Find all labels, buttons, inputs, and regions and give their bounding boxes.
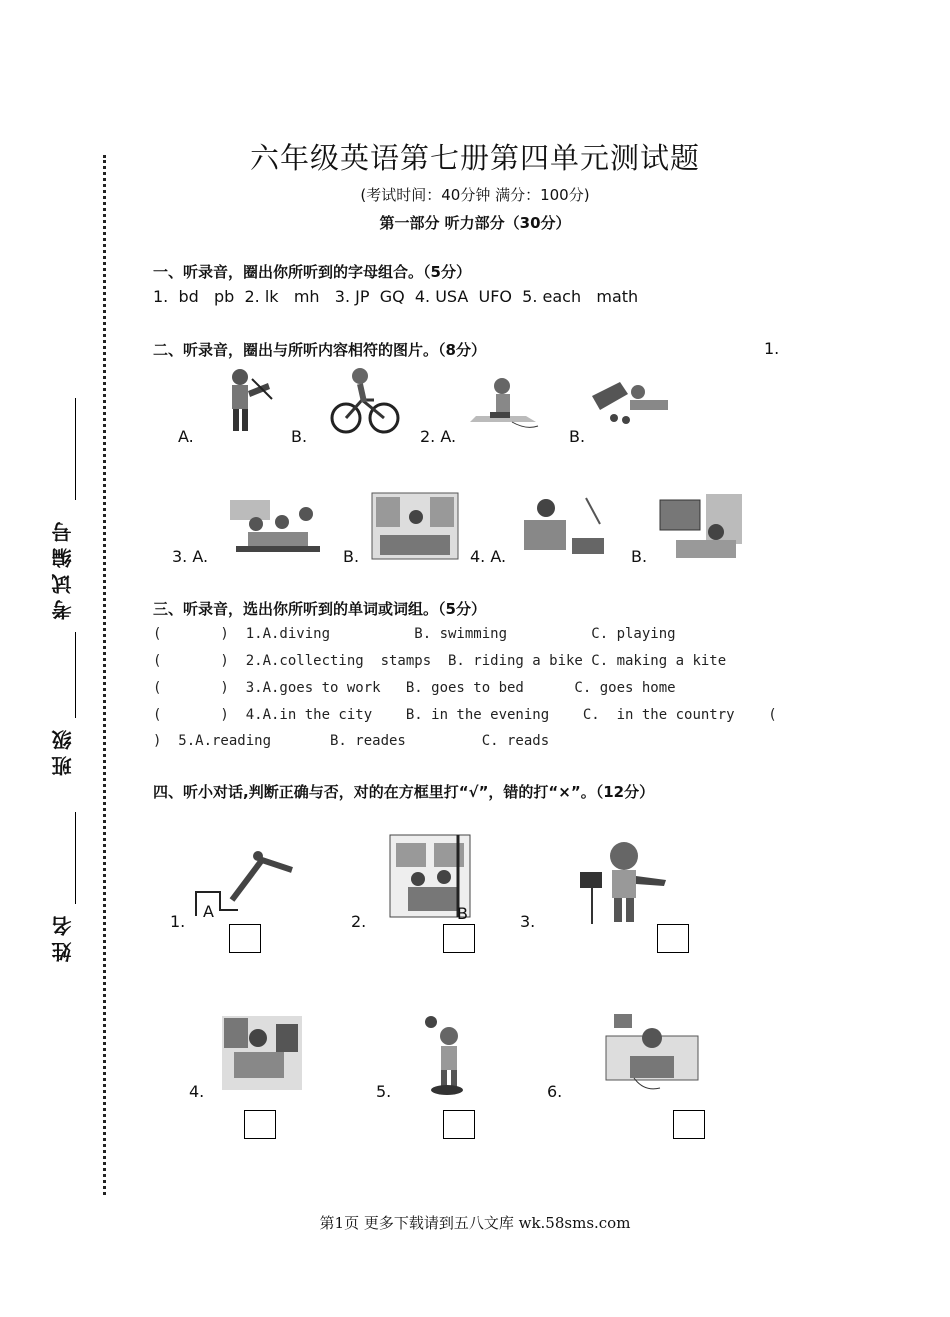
part-heading: 第一部分 听力部分（30分） xyxy=(379,214,571,232)
walking-boy-picture xyxy=(417,1014,477,1096)
section2-heading: 二、听录音，圈出与所听内容相符的图片。（8分） xyxy=(153,341,486,359)
violin-boy-picture xyxy=(212,365,276,437)
page-footer: 第1页 更多下载请到五八文库 wk.58sms.com xyxy=(319,1214,631,1232)
s2-label-3a: 3. A. xyxy=(172,547,209,566)
newspaper-picture xyxy=(220,1014,304,1092)
name-blank xyxy=(75,812,76,904)
s4-label-2: 2. xyxy=(351,912,367,931)
exam-info: (考试时间：40分钟 满分：100分) xyxy=(360,186,590,204)
exam-number-label: 考试编号 xyxy=(51,516,75,620)
answer-box-6[interactable] xyxy=(673,1110,705,1139)
name-label: 姓名 xyxy=(51,910,75,962)
section3-line-1: ( ) 1.A.diving B. swimming C. playing xyxy=(153,626,676,642)
exam-number-blank xyxy=(75,398,76,500)
class-blank xyxy=(75,632,76,718)
s4-pic-letter-b: B xyxy=(457,904,468,923)
answer-box-2[interactable] xyxy=(443,924,475,953)
page-title: 六年级英语第七册第四单元测试题 xyxy=(249,141,700,175)
answer-box-1[interactable] xyxy=(229,924,261,953)
kite-girl-picture xyxy=(466,372,546,436)
s2-label-2b: B. xyxy=(569,427,586,446)
s2-label-3b: B. xyxy=(343,547,360,566)
classroom-picture-1 xyxy=(226,494,326,556)
section3-heading: 三、听录音，选出你所听到的单词或词组。（5分） xyxy=(153,600,486,618)
s2-label-1b: B. xyxy=(291,427,308,446)
s4-pic-letter-a: A xyxy=(203,902,214,921)
s2-label-4a: 4. A. xyxy=(470,547,507,566)
s4-label-3: 3. xyxy=(520,912,536,931)
class-label: 班级 xyxy=(51,724,75,776)
s4-label-1: 1. xyxy=(170,912,186,931)
s2-label-1a: A. xyxy=(178,427,194,446)
s2-label-4b: B. xyxy=(631,547,648,566)
section1-options: 1. bd pb 2. lk mh 3. JP GQ 4. USA UFO 5. each math xyxy=(153,287,639,306)
section3-line-5: ) 5.A.reading B. reades C. reads xyxy=(153,733,550,749)
bike-boy-picture xyxy=(330,364,400,436)
answer-box-4[interactable] xyxy=(244,1110,276,1139)
s2-label-2a: 2. A. xyxy=(420,427,457,446)
answer-box-3[interactable] xyxy=(657,924,689,953)
section1-heading: 一、听录音，圈出你所听到的字母组合。（5分） xyxy=(153,263,471,281)
reading-boy-picture xyxy=(516,494,612,560)
stamp-boy-picture xyxy=(586,376,672,428)
s4-label-5: 5. xyxy=(376,1082,392,1101)
typing-picture xyxy=(604,1012,700,1096)
section2-q1-number: 1. xyxy=(764,339,780,358)
section4-heading: 四、听小对话,判断正确与否，对的在方框里打“√”，错的打“×”。（12分） xyxy=(153,783,655,801)
answer-box-5[interactable] xyxy=(443,1110,475,1139)
violin-girl-picture xyxy=(578,838,672,928)
section3-line-2: ( ) 2.A.collecting stamps B. riding a bike C. making a kite xyxy=(153,653,727,669)
binding-dotted-line xyxy=(103,155,106,1195)
tv-room-picture xyxy=(656,492,746,562)
section3-line-4: ( ) 4.A.in the city B. in the evening C. in the country ( xyxy=(153,707,777,723)
s4-label-4: 4. xyxy=(189,1082,205,1101)
section3-line-3: ( ) 3.A.goes to work B. goes to bed C. goes home xyxy=(153,680,676,696)
classroom-picture-2 xyxy=(370,491,460,561)
s4-label-6: 6. xyxy=(547,1082,563,1101)
